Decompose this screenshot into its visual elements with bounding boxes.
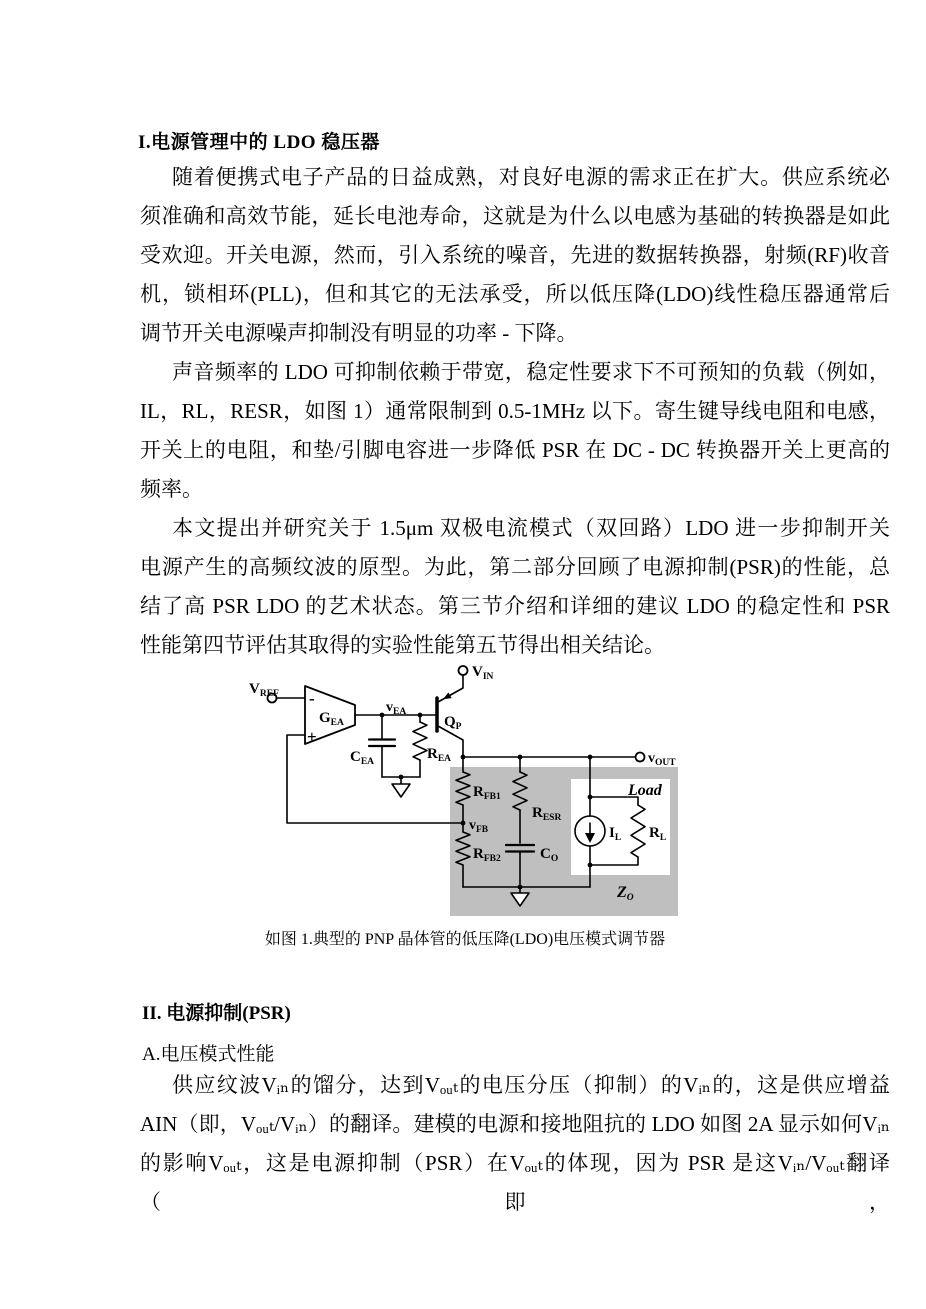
label-load: Load bbox=[628, 782, 662, 799]
label-vref: $V_{REF}$ bbox=[249, 681, 279, 699]
label-qp: $Q_P$ bbox=[444, 714, 462, 732]
label-rea: $R_{EA}$ bbox=[427, 746, 452, 764]
subsection-a-heading: A.电压模式性能 bbox=[142, 1044, 275, 1065]
label-rl: $R_L$ bbox=[649, 825, 667, 843]
body-text-block-2 bbox=[140, 1066, 890, 1214]
text-line: 结了高 PSR LDO 的艺术状态。第三节介绍和详细的建议 LDO 的稳定性和 PSR bbox=[140, 594, 890, 618]
text-line: 随着便携式电子产品的日益成熟，对良好电源的需求正在扩大。供应系统必 bbox=[172, 165, 890, 189]
section-1-heading: I.电源管理中的 LDO 稳压器 bbox=[138, 132, 380, 153]
body-text-block bbox=[140, 158, 890, 665]
label-vin: $V_{IN}$ bbox=[472, 664, 494, 682]
opamp-minus-input: - bbox=[309, 689, 315, 708]
text-line: 本文提出并研究关于 1.5μm 双极电流模式（双回路）LDO 进一步抑制开关 bbox=[172, 516, 890, 540]
text-line: IL，RL，RESR，如图 1）通常限制到 0.5-1MHz 以下。寄生键导线电阻和电感， bbox=[140, 399, 890, 423]
terminal-vout bbox=[636, 753, 645, 762]
text-line: 须准确和高效节能，延长电池寿命，这就是为什么以电感为基础的转换器是如此 bbox=[140, 204, 890, 228]
text-line: 供应纹波Vᵢₙ的馏分，达到Vₒᵤₜ的电压分压（抑制）的Vᵢₙ的，这是供应增益 bbox=[172, 1073, 890, 1097]
opamp-plus-input: + bbox=[307, 727, 317, 746]
section-2-heading: II. 电源抑制(PSR) bbox=[142, 1003, 291, 1024]
label-rfb1: $R_{FB1}$ bbox=[473, 784, 501, 802]
text-line: 开关上的电阻，和垫/引脚电容进一步降低 PSR 在 DC - DC 转换器开关上更高的 bbox=[140, 438, 890, 462]
text-line: 受欢迎。开关电源，然而，引入系统的噪音，先进的数据转换器，射频(RF)收音 bbox=[140, 243, 890, 267]
label-cea: $C_{EA}$ bbox=[350, 749, 375, 767]
figure-ldo-circuit bbox=[230, 662, 700, 930]
text-line: 频率。 bbox=[140, 477, 203, 501]
label-zo: ZO bbox=[617, 884, 634, 903]
text-line: 性能第四节评估其取得的实验性能第五节得出相关结论。 bbox=[140, 633, 665, 657]
text-line: 声音频率的 LDO 可抑制依赖于带宽，稳定性要求下不可预知的负载（例如， bbox=[172, 360, 890, 384]
resistor-rea bbox=[413, 715, 427, 777]
label-vfb: $v_{FB}$ bbox=[469, 818, 489, 835]
label-resr: $R_{ESR}$ bbox=[532, 805, 562, 823]
text-line: 的影响Vₒᵤₜ，这是电源抑制（PSR）在Vₒᵤₜ的体现，因为 PSR 是这Vᵢₙ/Vₒᵤₜ翻译（即， bbox=[140, 1151, 890, 1214]
text-line: 电源产生的高频纹波的原型。为此，第二部分回顾了电源抑制(PSR)的性能，总 bbox=[140, 555, 890, 579]
text-line: 机，锁相环(PLL)，但和其它的无法承受，所以低压降(LDO)线性稳压器通常后 bbox=[140, 282, 890, 306]
ground-symbol-ea bbox=[382, 777, 420, 797]
label-vout: $v_{OUT}$ bbox=[648, 751, 676, 768]
label-rfb2: $R_{FB2}$ bbox=[473, 846, 501, 864]
label-co: $C_O$ bbox=[540, 846, 559, 864]
figure-caption: 如图 1.典型的 PNP 晶体管的低压降(LDO)电压模式调节器 bbox=[264, 931, 666, 948]
text-line: AIN（即，Vₒᵤₜ/Vᵢₙ）的翻译。建模的电源和接地阻抗的 LDO 如图 2A 显示如何Vᵢₙ bbox=[140, 1112, 890, 1136]
label-gea: $G_{EA}$ bbox=[319, 710, 344, 728]
capacitor-cea bbox=[369, 715, 395, 777]
label-vea: $v_{EA}$ bbox=[386, 700, 407, 717]
terminal-vin bbox=[459, 666, 468, 675]
label-il: $I_L$ bbox=[609, 825, 622, 843]
text-line: 调节开关电源噪声抑制没有明显的功率 - 下降。 bbox=[140, 321, 578, 345]
